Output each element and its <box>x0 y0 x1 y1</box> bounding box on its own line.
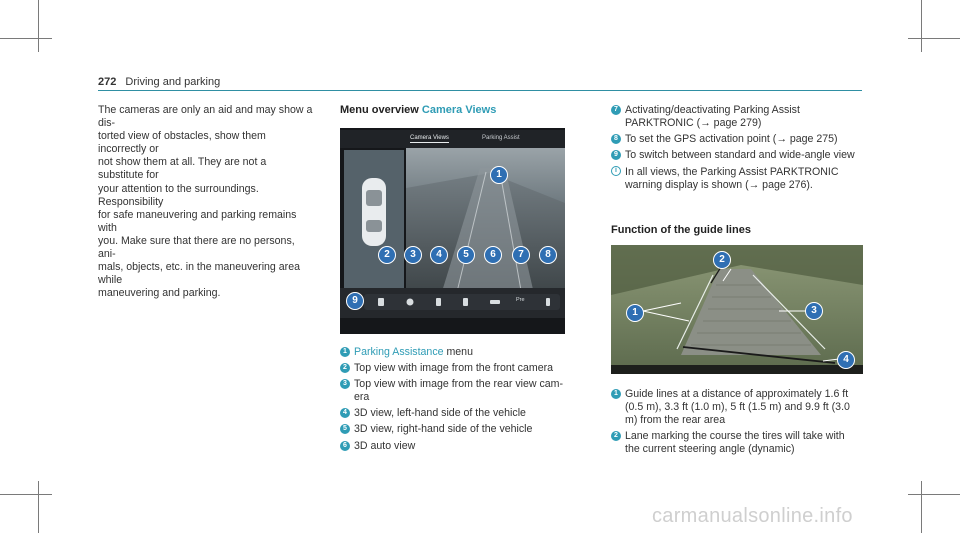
camera-callout-7: 7 <box>512 246 530 264</box>
crop-mark <box>0 38 52 39</box>
list-item: 7 Activating/deactivating Parking Assist PARKTRONIC (→ page 279) <box>611 104 861 130</box>
camera-views-link: Camera Views <box>421 104 497 116</box>
crop-mark <box>908 494 960 495</box>
camera-callout-6: 6 <box>484 246 502 264</box>
camera-callout-1: 1 <box>490 166 508 184</box>
camera-callout-5: 5 <box>457 246 475 264</box>
pre-label: Pre <box>516 297 525 303</box>
intro-line: your attention to the surroundings. Responsibility <box>98 182 259 208</box>
camera-callout-9: 9 <box>346 292 364 310</box>
list-item: 9 To switch between standard and wide-angle view <box>611 149 861 162</box>
list-item: 2 Lane marking the course the tires will take with the current steering angle (dynamic) <box>611 430 861 456</box>
list-item: 1 Parking Assistance menu <box>340 346 565 359</box>
guide-scene <box>611 245 863 374</box>
intro-line: not show them at all. They are not a substitute for <box>98 156 267 182</box>
camera-scene <box>340 128 565 334</box>
info-note: i In all views, the Parking Assist PARKTRONIC warning display is shown (→ page 276). <box>611 166 861 192</box>
guide-callout-3: 3 <box>805 302 823 320</box>
camera-callout-4: 4 <box>430 246 448 264</box>
list-item: 1 Guide lines at a distance of approximately 1.6 ft (0.5 m), 3.3 ft (1.0 m), 5 ft (1.5 m) and 9.9 ft (3.0 m) from the rear area <box>611 388 861 427</box>
section-title: Driving and parking <box>125 76 221 88</box>
intro-line: you. Make sure that there are no persons, ani- <box>98 234 295 261</box>
menu-legend-list <box>340 346 565 456</box>
crop-mark <box>921 0 922 52</box>
guide-callout-4: 4 <box>837 351 855 369</box>
crop-mark <box>0 494 52 495</box>
settings-legend-list <box>611 104 861 193</box>
crop-mark <box>921 481 922 533</box>
guide-lines-heading: Function of the guide lines <box>611 224 751 236</box>
intro-line: torted view of obstacles, show them incorrectly or <box>98 130 266 156</box>
tab-parking-assist: Parking Assist <box>482 135 520 141</box>
list-item: 3 Top view with image from the rear view cam- era <box>340 378 565 404</box>
crop-mark <box>38 481 39 533</box>
list-item: 6 3D auto view <box>340 440 565 453</box>
list-item: 5 3D view, right-hand side of the vehicle <box>340 423 565 436</box>
camera-views-screenshot <box>340 128 565 334</box>
page-header <box>98 76 220 88</box>
watermark: carmanualsonline.info <box>652 505 853 527</box>
tab-camera-views: Camera Views <box>410 135 449 141</box>
intro-line: mals, objects, etc. in the maneuvering area while <box>98 261 300 287</box>
guide-callout-2: 2 <box>713 251 731 269</box>
info-icon: i <box>611 166 621 176</box>
guide-lines-image <box>611 245 863 374</box>
header-rule <box>98 90 862 91</box>
page-number: 272 <box>98 76 117 88</box>
menu-overview-heading: Menu overview Camera Views <box>340 104 497 116</box>
intro-line: maneuvering and parking. <box>98 287 221 300</box>
crop-mark <box>908 38 960 39</box>
intro-paragraph <box>98 104 313 300</box>
crop-mark <box>38 0 39 52</box>
list-item: 8 To set the GPS activation point (→ page 275) <box>611 133 861 146</box>
intro-line: for safe maneuvering and parking remains with <box>98 208 297 234</box>
guide-legend-list <box>611 388 861 459</box>
camera-callout-2: 2 <box>378 246 396 264</box>
guide-callout-1: 1 <box>626 304 644 322</box>
list-item: 4 3D view, left-hand side of the vehicle <box>340 407 565 420</box>
camera-callout-3: 3 <box>404 246 422 264</box>
parking-assistance-link: Parking Assistance <box>354 346 444 358</box>
list-item: 2 Top view with image from the front camera <box>340 362 565 375</box>
camera-callout-8: 8 <box>539 246 557 264</box>
intro-line: The cameras are only an aid and may show a dis- <box>98 104 313 130</box>
